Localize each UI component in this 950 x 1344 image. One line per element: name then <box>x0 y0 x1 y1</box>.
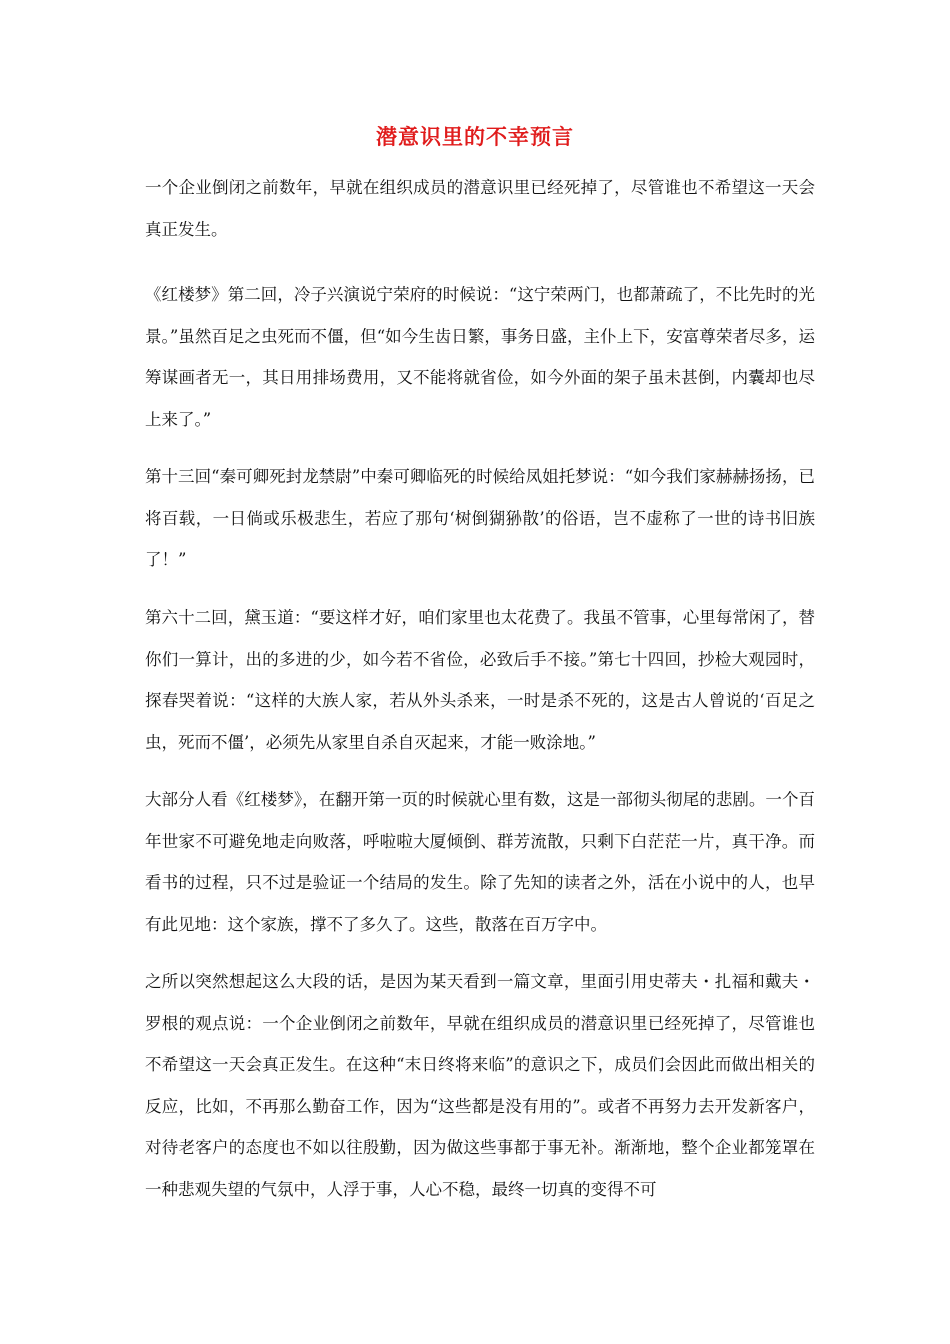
paragraph: 之所以突然想起这么大段的话，是因为某天看到一篇文章，里面引用史蒂夫・扎福和戴夫・罗根的观点说：一个企业倒闭之前数年，早就在组织成员的潜意识里已经死掉了，尽管谁也不希望这一天会真正发生。在这种“末日终将来临”的意识之下，成员们会因此而做出相关的反应，比如，不再那么勤奋工作，因为“这些都是没有用的”。或者不再努力去开发新客户，对待老客户的态度也不如以往殷勤，因为做这些事都于事无补。渐渐地，整个企业都笼罩在一种悲观失望的气氛中，人浮于事，人心不稳，最终一切真的变得不可 <box>145 972 815 1199</box>
paragraph: 大部分人看《红楼梦》，在翻开第一页的时候就心里有数，这是一部彻头彻尾的悲剧。一个百年世家不可避免地走向败落，呼啦啦大厦倾倒、群芳流散，只剩下白茫茫一片，真干净。而看书的过程，只不过是验证一个结局的发生。除了先知的读者之外，活在小说中的人，也早有此见地：这个家族，撑不了多久了。这些，散落在百万字中。 <box>145 790 815 934</box>
paragraph: 第六十二回，黛玉道：“要这样才好，咱们家里也太花费了。我虽不管事，心里每常闲了，替你们一算计，出的多进的少，如今若不省俭，必致后手不接。”第七十四回，抄检大观园时，探春哭着说：“这样的大族人家，若从外头杀来，一时是杀不死的，这是古人曾说的‘百足之虫，死而不僵’，必须先从家里自杀自灭起来，才能一败涂地。” <box>145 608 815 752</box>
paragraph: 第十三回“秦可卿死封龙禁尉”中秦可卿临死的时候给凤姐托梦说：“如今我们家赫赫扬扬，已将百载，一日倘或乐极悲生，若应了那句‘树倒猢狲散’的俗语，岂不虚称了一世的诗书旧族了！” <box>145 467 815 569</box>
page-title: 潜意识里的不幸预言 <box>376 125 574 149</box>
paragraph: 一个企业倒闭之前数年，早就在组织成员的潜意识里已经死掉了，尽管谁也不希望这一天会真正发生。 <box>145 178 815 239</box>
paragraph: 《红楼梦》第二回，冷子兴演说宁荣府的时候说：“这宁荣两门，也都萧疏了，不比先时的光景。”虽然百足之虫死而不僵，但“如今生齿日繁，事务日盛，主仆上下，安富尊荣者尽多，运筹谋画者无一，其日用排场费用，又不能将就省俭，如今外面的架子虽未甚倒，内囊却也尽上来了。” <box>145 285 815 429</box>
